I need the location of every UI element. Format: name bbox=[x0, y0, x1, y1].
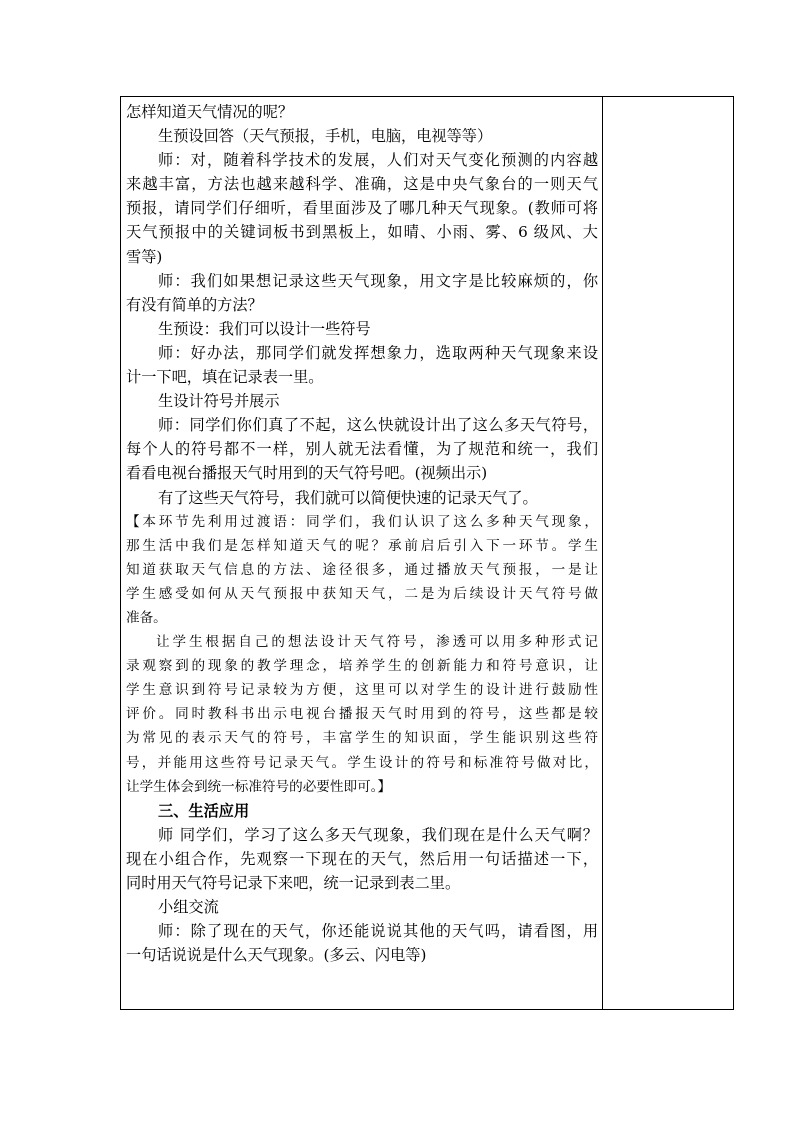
text-line: 生设计符号并展示 bbox=[158, 392, 280, 411]
section-heading: 三、生活应用 bbox=[158, 801, 250, 820]
commentary-line: 准备。 bbox=[126, 609, 167, 626]
commentary-line: 【本环节先利用过渡语：同学们，我们认识了这么多种天气现象， bbox=[126, 513, 598, 530]
commentary-line: 号，并能用这些符号记录天气。学生设计的符号和标准符号做对比， bbox=[126, 754, 598, 771]
text-line: 天气预报中的关键词板书到黑板上，如晴、小雨、雾、6 级风、大 bbox=[126, 223, 598, 242]
notes-column-cell bbox=[603, 97, 733, 1009]
text-line: 同时用天气符号记录下来吧，统一记录到表二里。 bbox=[126, 874, 461, 892]
text-line: 师：同学们你们真了不起，这么快就设计出了这么多天气符号， bbox=[158, 416, 598, 435]
text-line: 生预设回答（天气预报，手机，电脑，电视等等） bbox=[158, 127, 493, 146]
commentary-line: 录观察到的现象的教学理念，培养学生的创新能力和符号意识，让 bbox=[126, 658, 598, 675]
text-line: 来越丰富，方法也越来越科学、准确，这是中央气象台的一则天气 bbox=[126, 175, 598, 194]
text-line: 每个人的符号都不一样，别人就无法看懂，为了规范和统一，我们 bbox=[126, 440, 598, 459]
text-line: 师：好办法，那同学们就发挥想象力，选取两种天气现象来设 bbox=[158, 343, 598, 362]
commentary-line: 知道获取天气信息的方法、途径很多，通过播放天气预报，一是让 bbox=[126, 561, 598, 578]
commentary-line: 那生活中我们是怎样知道天气的呢？承前启后引入下一环节。学生 bbox=[126, 537, 598, 554]
text-line: 雪等) bbox=[126, 247, 163, 266]
text-line: 师：我们如果想记录这些天气现象，用文字是比较麻烦的，你 bbox=[158, 271, 598, 290]
commentary-line: 为常见的表示天气的符号，丰富学生的知识面，学生能识别这些符 bbox=[126, 730, 598, 747]
lesson-content-cell bbox=[126, 100, 598, 967]
text-line: 看看电视台播报天气时用到的天气符号吧。(视频出示) bbox=[126, 464, 488, 483]
text-line: 计一下吧，填在记录表一里。 bbox=[126, 368, 324, 387]
text-line: 现在小组合作，先观察一下现在的天气，然后用一句话描述一下， bbox=[126, 849, 598, 868]
commentary-line: 学生意识到符号记录较为方便，这里可以对学生的设计进行鼓励性 bbox=[126, 682, 598, 699]
text-line: 师：对，随着科学技术的发展，人们对天气变化预测的内容越 bbox=[158, 151, 598, 170]
text-line: 有没有简单的方法？ bbox=[126, 295, 263, 314]
text-line: 怎样知道天气情况的呢？ bbox=[126, 103, 294, 121]
commentary-line: 让学生体会到统一标准符号的必要性即可。】 bbox=[126, 778, 392, 795]
lesson-plan-table bbox=[120, 96, 734, 1010]
text-line: 生预设：我们可以设计一些符号 bbox=[158, 319, 371, 338]
text-line: 有了这些天气符号，我们就可以简便快速的记录天气了。 bbox=[158, 488, 538, 507]
commentary-line: 评价。同时教科书出示电视台播报天气时用到的符号，这些都是较 bbox=[126, 706, 598, 723]
commentary-line: 学生感受如何从天气预报中获知天气，二是为后续设计天气符号做 bbox=[126, 585, 598, 602]
text-line: 师：除了现在的天气，你还能说说其他的天气吗，请看图，用 bbox=[158, 922, 598, 941]
text-line: 小组交流 bbox=[158, 898, 219, 917]
text-line: 预报，请同学们仔细听，看里面涉及了哪几种天气现象。(教师可将 bbox=[126, 199, 598, 218]
text-line: 师 同学们，学习了这么多天气现象，我们现在是什么天气啊？ bbox=[158, 825, 598, 844]
text-line: 一句话说说是什么天气现象。(多云、闪电等) bbox=[126, 946, 427, 965]
commentary-line: 让学生根据自己的想法设计天气符号，渗透可以用多种形式记 bbox=[156, 634, 598, 651]
